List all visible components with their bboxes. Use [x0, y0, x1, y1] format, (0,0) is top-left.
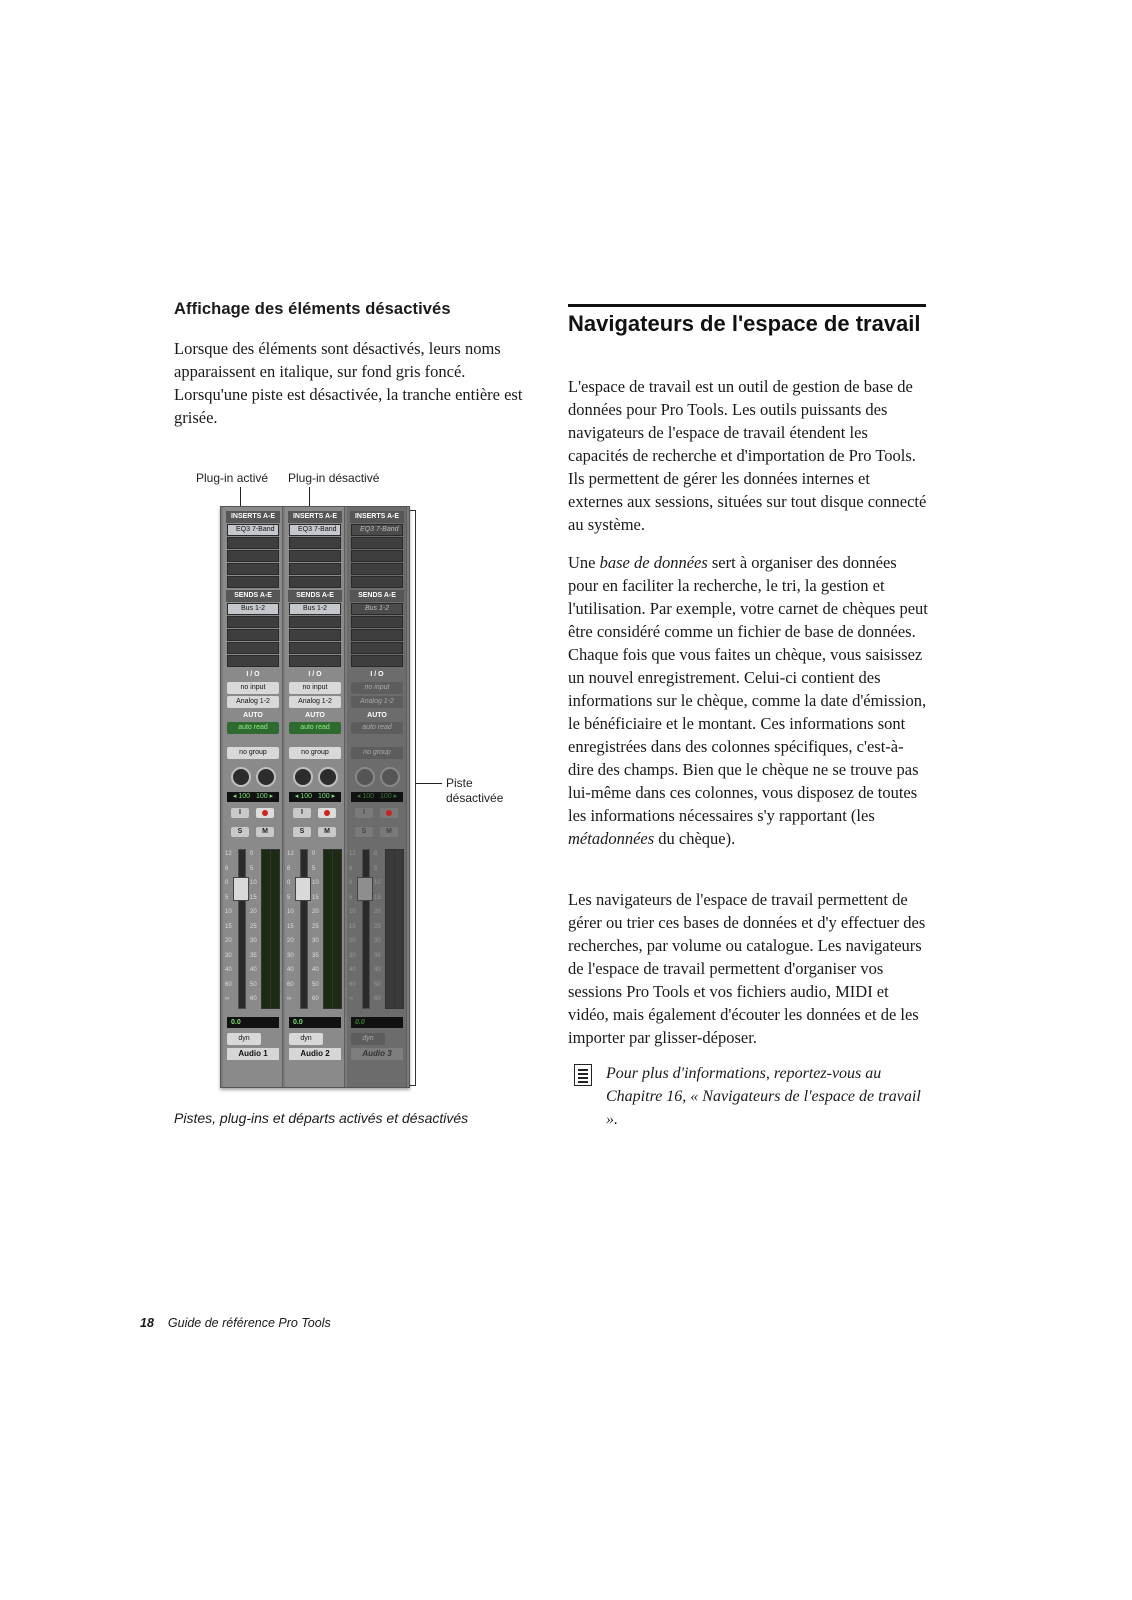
send-slot[interactable]	[227, 642, 279, 654]
insert-slot[interactable]	[227, 537, 279, 549]
sends-header: SENDS A-E	[350, 590, 404, 602]
cross-reference-note: Pour plus d'informations, reportez-vous au Chapitre 16, « Navigateurs de l'espace de travail ».	[606, 1065, 921, 1128]
footer-title: Guide de référence Pro Tools	[167, 1316, 331, 1330]
sends-header: SENDS A-E	[288, 590, 342, 602]
group-selector[interactable]: no group	[351, 747, 403, 759]
group-selector[interactable]: no group	[227, 747, 279, 759]
input-monitor-button[interactable]: I	[355, 808, 373, 818]
sends-header: SENDS A-E	[226, 590, 280, 602]
pan-knob-right[interactable]	[318, 767, 338, 787]
p2-term-database: base de données	[599, 553, 708, 572]
page-title: Navigateurs de l'espace de travail	[568, 311, 921, 336]
pan-readout	[227, 792, 279, 802]
fader-scale-tick: 10	[349, 909, 356, 915]
meter-scale-tick: 0	[250, 851, 254, 857]
insert-slot[interactable]	[227, 550, 279, 562]
meter-scale-tick: 40	[312, 967, 319, 973]
input-selector[interactable]: no input	[351, 682, 403, 694]
meter-scale-tick: 25	[312, 923, 319, 930]
meter-scale-tick: 30	[312, 938, 319, 944]
insert-slot[interactable]: EQ3 7-Band	[351, 524, 403, 536]
fader-scale-tick: 12	[225, 851, 232, 857]
fader-scale-tick: 10	[225, 909, 232, 915]
send-slot[interactable]: Bus 1-2	[351, 603, 403, 615]
mute-button[interactable]: M	[380, 827, 398, 837]
body-paragraph-2	[568, 551, 928, 850]
send-slot[interactable]	[227, 629, 279, 641]
fader-scale-tick: 40	[287, 967, 294, 973]
inserts-header: INSERTS A-E	[288, 511, 342, 523]
send-slot[interactable]	[289, 629, 341, 641]
send-slot[interactable]	[289, 655, 341, 667]
send-slot[interactable]: Bus 1-2	[289, 603, 341, 615]
body-paragraph: Lorsque des éléments sont désactivés, leurs noms apparaissent en italique, sur fond gris foncé. Lorsqu'une piste est désactivée, la tranche entière est grisée.	[174, 339, 523, 427]
level-meter	[394, 849, 404, 1009]
group-selector[interactable]: no group	[289, 747, 341, 759]
fader-scale-tick: 60	[349, 981, 356, 988]
send-slot[interactable]	[289, 642, 341, 654]
meter-scale-tick: 5	[312, 865, 316, 872]
fader-scale-tick: 5	[287, 894, 291, 901]
p2-middle: sert à organiser des données pour en faciliter la recherche, le tri, la gestion et l'utilisation. Par exemple, votre carnet de chèques peut être considéré comme un fichier de base de données. Chaque fois que vous faites un chèque, vous saisissez un nouvel enregistrement. Celui-ci contient des informations sur le chèque, comme la date d'émission, le bénéficiaire et le montant. Ces informations sont enregistrées dans des colonnes spécifiques, c'est-à-dire des champs. Bien que le chèque ne se trouve pas lui-même dans ces colonnes, vous disposez de toutes les informations nécessaires s'y rapportant (les	[568, 553, 928, 825]
mute-button[interactable]: M	[256, 827, 274, 837]
fader-scale-tick: 20	[287, 938, 294, 944]
io-header: I / O	[370, 671, 384, 678]
meter-scale-tick: 15	[312, 894, 319, 901]
channel-strip	[347, 507, 407, 1087]
insert-slot[interactable]	[289, 563, 341, 575]
pan-knob-left[interactable]	[231, 767, 251, 787]
volume-readout: 0.0	[227, 1017, 279, 1028]
fader-scale-tick: 30	[349, 952, 356, 959]
volume-fader-track	[238, 849, 246, 1009]
mixer-window	[220, 506, 410, 1088]
pan-readout	[351, 792, 403, 802]
meter-scale-tick: 60	[250, 996, 257, 1002]
send-slot[interactable]	[351, 616, 403, 628]
dyn-button[interactable]: dyn	[227, 1033, 261, 1045]
pan-right-value: 100 ▸	[318, 793, 336, 800]
fader-scale-tick: 12	[287, 851, 294, 857]
record-button[interactable]	[256, 808, 274, 818]
volume-fader[interactable]	[357, 877, 373, 901]
insert-slot[interactable]	[351, 576, 403, 588]
meter-scale-tick: 60	[312, 996, 319, 1002]
meter-scale-tick: 25	[250, 923, 257, 930]
solo-button[interactable]: S	[293, 827, 311, 837]
p2-term-metadata: métadonnées	[568, 829, 655, 848]
dyn-button[interactable]: dyn	[351, 1033, 385, 1045]
inactive-track-bracket	[410, 510, 416, 1086]
figure-caption: Pistes, plug-ins et départs activés et désactivés	[174, 1110, 469, 1126]
insert-slot[interactable]	[289, 550, 341, 562]
meter-scale-tick: 20	[374, 909, 381, 915]
level-meter	[270, 849, 280, 1009]
output-selector[interactable]: Analog 1-2	[289, 696, 341, 708]
dyn-button[interactable]: dyn	[289, 1033, 323, 1045]
pan-knob-right[interactable]	[256, 767, 276, 787]
meter-scale-tick: 35	[250, 952, 257, 959]
page-footer	[140, 1316, 331, 1330]
send-slot[interactable]	[351, 642, 403, 654]
meter-scale-tick: 50	[374, 981, 381, 988]
body-paragraph-3: Les navigateurs de l'espace de travail permettent de gérer ou trier ces bases de données et d'y effectuer des recherches, par volume ou catalogue. Les navigateurs de l'espace de travail permettent d'organiser vos sessions Pro Tools et vos fichiers audio, MIDI et vidéo, mais également d'écouter les données et de les importer par glisser-déposer.	[568, 890, 926, 1047]
insert-slot[interactable]: EQ3 7-Band	[289, 524, 341, 536]
meter-scale-tick: 30	[250, 938, 257, 944]
p2-after: du chèque).	[654, 829, 736, 848]
meter-scale-tick: 25	[374, 923, 381, 930]
callout-track-line1: Piste	[446, 776, 473, 790]
automation-mode[interactable]: auto read	[227, 722, 279, 734]
solo-button[interactable]: S	[231, 827, 249, 837]
volume-fader-track	[300, 849, 308, 1009]
pan-right-value: 100 ▸	[380, 793, 398, 800]
meter-scale-tick: 20	[312, 909, 319, 915]
io-header: I / O	[308, 671, 322, 678]
record-button[interactable]	[380, 808, 398, 818]
channel-strip	[223, 507, 283, 1087]
meter-scale-tick: 20	[250, 909, 257, 915]
send-slot[interactable]	[351, 655, 403, 667]
insert-slot[interactable]	[227, 563, 279, 575]
p2-before: Une	[568, 553, 600, 572]
io-header: I / O	[246, 671, 260, 678]
meter-scale-tick: 40	[374, 967, 381, 973]
meter-scale-tick: 10	[312, 880, 319, 886]
pan-left-value: ◂ 100	[232, 793, 250, 800]
callout-plugin-active: Plug-in activé	[196, 471, 269, 485]
meter-scale-tick: 0	[312, 851, 316, 857]
meter-scale-tick: 5	[250, 865, 254, 872]
fader-scale-tick: 40	[349, 967, 356, 973]
title-rule	[568, 304, 926, 307]
meter-scale-tick: 10	[250, 880, 257, 886]
volume-readout: 0.0	[351, 1017, 403, 1028]
pan-readout	[289, 792, 341, 802]
automation-mode[interactable]: auto read	[351, 722, 403, 734]
mute-button[interactable]: M	[318, 827, 336, 837]
meter-scale-tick: 35	[374, 952, 381, 959]
fader-scale-tick: 60	[287, 981, 294, 988]
meter-scale-tick: 15	[250, 894, 257, 901]
send-slot[interactable]	[227, 655, 279, 667]
fader-scale-tick: 6	[349, 865, 353, 872]
page-number: 18	[140, 1316, 154, 1330]
fader-scale-tick: 6	[287, 865, 291, 872]
record-button[interactable]	[318, 808, 336, 818]
pan-knob-right[interactable]	[380, 767, 400, 787]
fader-scale-tick: 40	[225, 967, 232, 973]
channel-strip	[285, 507, 345, 1087]
fader-scale-tick: 20	[349, 938, 356, 944]
pan-right-value: 100 ▸	[256, 793, 274, 800]
fader-scale-tick: 6	[225, 865, 229, 872]
input-monitor-button[interactable]: I	[293, 808, 311, 818]
meter-scale-tick: 5	[374, 865, 378, 872]
track-name[interactable]: Audio 1	[227, 1048, 279, 1060]
track-name[interactable]: Audio 3	[351, 1048, 403, 1060]
track-name[interactable]: Audio 2	[289, 1048, 341, 1060]
note-icon	[574, 1064, 592, 1086]
volume-readout: 0.0	[289, 1017, 341, 1028]
fader-scale-tick: 15	[287, 923, 294, 930]
fader-scale-tick: ∞	[349, 996, 354, 1002]
fader-scale-tick: 60	[225, 981, 232, 988]
inserts-header: INSERTS A-E	[226, 511, 280, 523]
fader-scale-tick: 5	[225, 894, 229, 901]
auto-header: AUTO	[367, 712, 387, 719]
send-slot[interactable]: Bus 1-2	[227, 603, 279, 615]
output-selector[interactable]: Analog 1-2	[227, 696, 279, 708]
volume-fader[interactable]	[295, 877, 311, 901]
callout-track-line2: désactivée	[446, 791, 504, 805]
output-selector[interactable]: Analog 1-2	[351, 696, 403, 708]
insert-slot[interactable]	[289, 576, 341, 588]
level-meter	[332, 849, 342, 1009]
meter-scale-tick: 60	[374, 996, 381, 1002]
fader-scale-tick: 12	[349, 851, 356, 857]
auto-header: AUTO	[305, 712, 325, 719]
inserts-header: INSERTS A-E	[350, 511, 404, 523]
callout-line-track	[416, 783, 442, 784]
fader-scale-tick: 0	[225, 880, 229, 886]
fader-scale-tick: 20	[225, 938, 232, 944]
fader-scale-tick: 30	[225, 952, 232, 959]
pan-left-value: ◂ 100	[356, 793, 374, 800]
send-slot[interactable]	[289, 616, 341, 628]
fader-scale-tick: 5	[349, 894, 353, 901]
insert-slot[interactable]	[351, 563, 403, 575]
solo-button[interactable]: S	[355, 827, 373, 837]
meter-scale-tick: 0	[374, 851, 378, 857]
callout-plugin-inactive: Plug-in désactivé	[288, 471, 380, 485]
auto-header: AUTO	[243, 712, 263, 719]
send-slot[interactable]	[227, 616, 279, 628]
input-selector[interactable]: no input	[227, 682, 279, 694]
section-heading: Affichage des éléments désactivés	[174, 300, 451, 318]
volume-fader-track	[362, 849, 370, 1009]
send-slot[interactable]	[351, 629, 403, 641]
fader-scale-tick: 15	[349, 923, 356, 930]
fader-scale-tick: 30	[287, 952, 294, 959]
automation-mode[interactable]: auto read	[289, 722, 341, 734]
meter-scale-tick: 15	[374, 894, 381, 901]
insert-slot[interactable]	[227, 576, 279, 588]
volume-fader[interactable]	[233, 877, 249, 901]
pan-left-value: ◂ 100	[294, 793, 312, 800]
insert-slot[interactable]	[289, 537, 341, 549]
pan-knob-left[interactable]	[293, 767, 313, 787]
meter-scale-tick: 30	[374, 938, 381, 944]
insert-slot[interactable]	[351, 550, 403, 562]
fader-scale-tick: 10	[287, 909, 294, 915]
meter-scale-tick: 50	[250, 981, 257, 988]
fader-scale-tick: 0	[349, 880, 353, 886]
meter-scale-tick: 35	[312, 952, 319, 959]
input-selector[interactable]: no input	[289, 682, 341, 694]
input-monitor-button[interactable]: I	[231, 808, 249, 818]
fader-scale-tick: ∞	[287, 996, 292, 1002]
meter-scale-tick: 10	[374, 880, 381, 886]
fader-scale-tick: 0	[287, 880, 291, 886]
insert-slot[interactable]: EQ3 7-Band	[227, 524, 279, 536]
callout-track-inactive	[446, 776, 503, 806]
pan-knob-left[interactable]	[355, 767, 375, 787]
body-paragraph-1: L'espace de travail est un outil de gestion de base de données pour Pro Tools. Les outils puissants des navigateurs de l'espace de travail étendent les capacités de recherche et d'importation de Pro Tools. Ils permettent de gérer les données internes et externes aux sessions, situées sur tout disque connecté au système.	[568, 377, 927, 534]
meter-scale-tick: 40	[250, 967, 257, 973]
fader-scale-tick: 15	[225, 923, 232, 930]
fader-scale-tick: ∞	[225, 996, 230, 1002]
insert-slot[interactable]	[351, 537, 403, 549]
meter-scale-tick: 50	[312, 981, 319, 988]
